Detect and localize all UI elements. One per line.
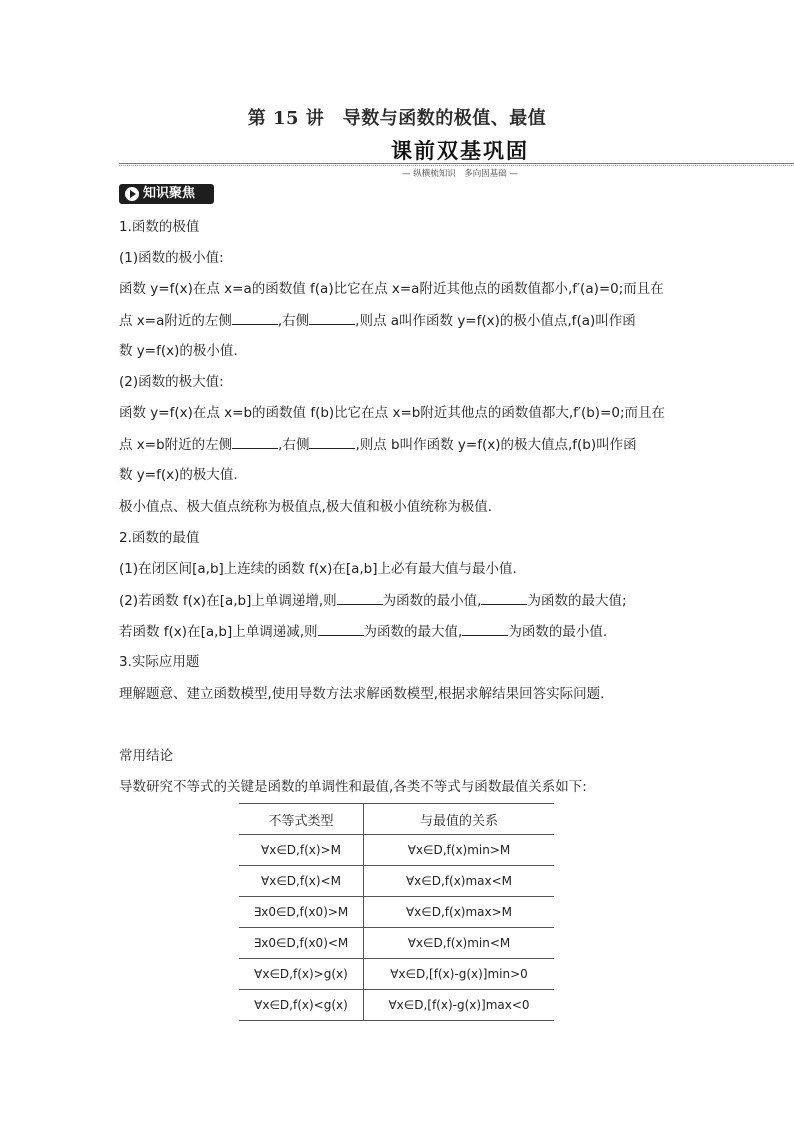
table-cell: ∀x∈D,f(x)max>M bbox=[364, 897, 555, 928]
text-span: 点 x=b附近的左侧 bbox=[119, 437, 233, 453]
header-divider bbox=[119, 163, 794, 164]
table-row bbox=[239, 990, 554, 1021]
maximum-text-line1: 函数 y=f(x)在点 x=b的函数值 f(b)比它在点 x=b附近其他点的函数值都大,f′(b)=0;而且在 bbox=[119, 405, 665, 421]
table-row bbox=[239, 959, 554, 990]
header-divider-dotted bbox=[119, 165, 794, 166]
table-cell: ∃x0∈D,f(x0)<M bbox=[239, 928, 364, 959]
table-row bbox=[239, 897, 554, 928]
extrema-summary: 极小值点、极大值点统称为极值点,极大值和极小值统称为极值. bbox=[119, 499, 493, 515]
table-cell: ∀x∈D,f(x)>M bbox=[239, 835, 364, 866]
fill-blank bbox=[462, 621, 508, 636]
table-cell: ∀x∈D,f(x)min<M bbox=[364, 928, 555, 959]
minimum-heading: (1)函数的极小值: bbox=[119, 250, 224, 266]
table-cell: ∃x0∈D,f(x0)>M bbox=[239, 897, 364, 928]
max-min-text-2 bbox=[119, 590, 679, 611]
text-span: ,右侧 bbox=[277, 313, 310, 329]
minimum-text-line1: 函数 y=f(x)在点 x=a的函数值 f(a)比它在点 x=a附近其他点的函数值都小,f′(a)=0;而且在 bbox=[119, 281, 664, 297]
table-cell: ∀x∈D,f(x)>g(x) bbox=[239, 959, 364, 990]
fill-blank bbox=[232, 310, 278, 325]
maximum-text-line3: 数 y=f(x)的极大值. bbox=[119, 467, 238, 483]
inequality-table bbox=[239, 803, 554, 1021]
section-heading-application: 3.实际应用题 bbox=[119, 654, 200, 670]
table-cell: ∀x∈D,[f(x)-g(x)]max<0 bbox=[364, 990, 555, 1021]
table-row bbox=[239, 928, 554, 959]
max-min-text-3 bbox=[119, 621, 679, 642]
max-min-text-1: (1)在闭区间[a,b]上连续的函数 f(x)在[a,b]上必有最大值与最小值. bbox=[119, 561, 517, 577]
text-span: ,则点 a叫作函数 y=f(x)的极小值点,f(a)叫作函 bbox=[355, 313, 636, 329]
fill-blank bbox=[337, 590, 383, 605]
conclusion-heading: 常用结论 bbox=[119, 748, 173, 764]
maximum-text-line2 bbox=[119, 434, 679, 455]
badge-label: 知识聚焦 bbox=[143, 186, 196, 201]
fill-blank bbox=[481, 590, 527, 605]
table-row bbox=[239, 835, 554, 866]
text-span: ,则点 b叫作函数 y=f(x)的极大值点,f(b)叫作函 bbox=[355, 437, 637, 453]
fill-blank bbox=[232, 434, 278, 449]
conclusion-intro: 导数研究不等式的关键是函数的单调性和最值,各类不等式与函数最值关系如下: bbox=[119, 779, 587, 795]
table-row bbox=[239, 866, 554, 897]
fill-blank bbox=[309, 310, 355, 325]
table-cell: ∀x∈D,f(x)min>M bbox=[364, 835, 555, 866]
lesson-title: 第 15 讲 导数与函数的极值、最值 bbox=[247, 108, 547, 129]
section-heading-extrema: 1.函数的极值 bbox=[119, 219, 200, 235]
text-span: 为函数的最大值; bbox=[527, 593, 627, 609]
text-span: (2)若函数 f(x)在[a,b]上单调递增,则 bbox=[119, 593, 337, 609]
table-header-row bbox=[239, 804, 554, 835]
section-heading-max-min: 2.函数的最值 bbox=[119, 530, 200, 546]
text-span: 若函数 f(x)在[a,b]上单调递减,则 bbox=[119, 624, 318, 640]
fill-blank bbox=[309, 434, 355, 449]
table-header-cell: 与最值的关系 bbox=[364, 804, 555, 835]
table-cell: ∀x∈D,f(x)<M bbox=[239, 866, 364, 897]
maximum-heading: (2)函数的极大值: bbox=[119, 374, 224, 390]
table-cell: ∀x∈D,f(x)max<M bbox=[364, 866, 555, 897]
table-cell: ∀x∈D,[f(x)-g(x)]min>0 bbox=[364, 959, 555, 990]
minimum-text-line3: 数 y=f(x)的极小值. bbox=[119, 343, 238, 359]
text-span: 点 x=a附近的左侧 bbox=[119, 313, 232, 329]
application-text: 理解题意、建立函数模型,使用导数方法求解函数模型,根据求解结果回答实际问题. bbox=[119, 686, 605, 702]
section-tagline: — 纵横梳知识 多向固基础 — bbox=[402, 169, 518, 179]
table-cell: ∀x∈D,f(x)<g(x) bbox=[239, 990, 364, 1021]
text-span: 为函数的最小值, bbox=[382, 593, 482, 609]
table-header-cell: 不等式类型 bbox=[239, 804, 364, 835]
fill-blank bbox=[318, 621, 364, 636]
text-span: ,右侧 bbox=[278, 437, 310, 453]
play-arrow-icon bbox=[125, 187, 139, 201]
section-title: 课前双基巩固 bbox=[391, 139, 529, 163]
text-span: 为函数的最小值. bbox=[508, 624, 608, 640]
text-span: 为函数的最大值, bbox=[363, 624, 463, 640]
minimum-text-line2 bbox=[119, 310, 679, 331]
knowledge-badge bbox=[119, 184, 214, 204]
